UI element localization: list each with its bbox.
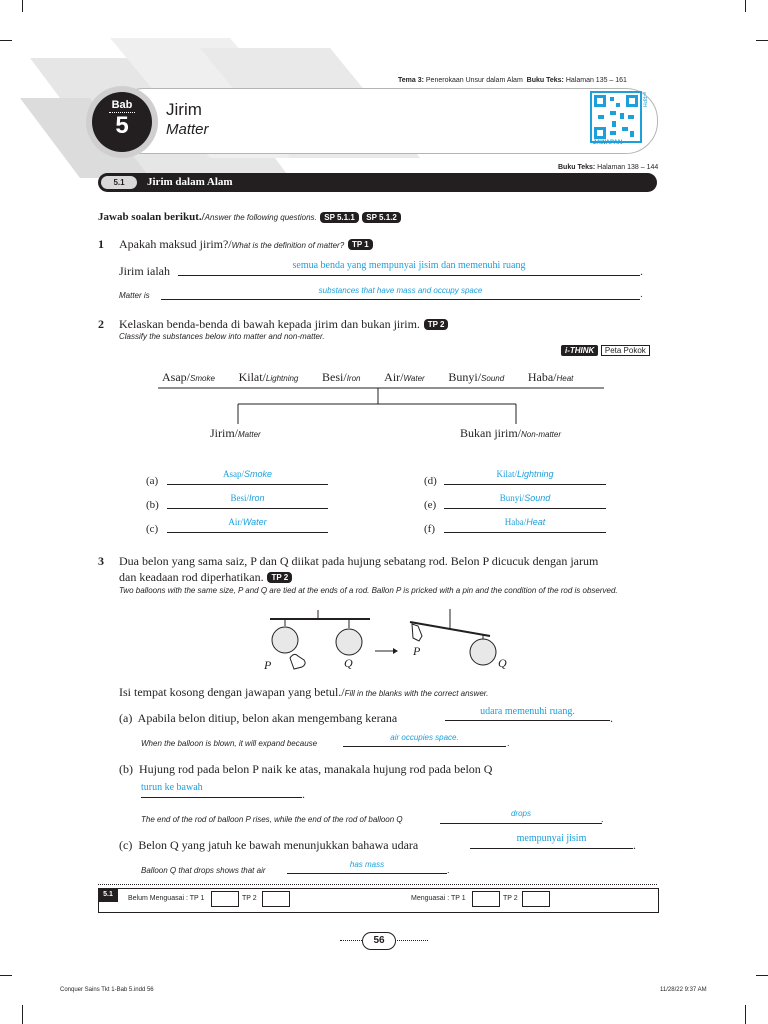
answer-label: (e) bbox=[424, 499, 437, 511]
tp-badge: TP 1 bbox=[348, 239, 373, 250]
crop-mark bbox=[0, 975, 12, 976]
section-number: 5.1 bbox=[113, 178, 125, 187]
file-info: Conquer Sains Tkt 1-Bab 5.indd 56 bbox=[60, 987, 154, 993]
q1-prefix-en: Matter is bbox=[119, 291, 150, 300]
menguasai-label: Menguasai : TP 1 bbox=[411, 895, 466, 902]
q3c-answer-en[interactable]: has mass bbox=[349, 860, 385, 869]
q3-number: 3 bbox=[98, 554, 104, 568]
q3a-answer-en[interactable]: air occupies space. bbox=[390, 733, 459, 742]
page-number: 56 bbox=[362, 932, 396, 950]
tree-item: Asap/Smoke bbox=[162, 370, 215, 384]
bab-number: 5 bbox=[115, 112, 129, 139]
matter-heading: Jirim/Matter bbox=[210, 426, 261, 440]
answer-label: (d) bbox=[424, 475, 437, 487]
menguasai-tp1-checkbox[interactable] bbox=[472, 891, 500, 907]
answer-label: (f) bbox=[424, 523, 435, 535]
section-title: Jirim dalam Alam bbox=[147, 176, 233, 188]
tp-badge: TP 2 bbox=[424, 319, 449, 330]
answer-nonmatter[interactable]: Kilat/Lightning bbox=[496, 469, 554, 479]
belum-tp1-checkbox[interactable] bbox=[211, 891, 239, 907]
q3a-answer-bm[interactable]: udara memenuhi ruang. bbox=[480, 706, 575, 717]
belum-tp2-label: TP 2 bbox=[242, 895, 257, 902]
chapter-title: Jirim bbox=[166, 100, 202, 119]
q2-number: 2 bbox=[98, 317, 104, 331]
q3b-answer-bm[interactable]: turun ke bawah bbox=[141, 782, 203, 793]
q3c-answer-bm[interactable]: mempunyai jisim bbox=[516, 833, 587, 844]
q1-answer-bm[interactable]: semua benda yang mempunyai jisim dan memenuhi ruang bbox=[292, 260, 526, 271]
sp-badge: SP 5.1.2 bbox=[362, 212, 401, 223]
q3b-en: The end of the rod of balloon P rises, while the end of the rod of balloon Q bbox=[141, 815, 403, 824]
nonmatter-heading: Bukan jirim/Non-matter bbox=[460, 426, 562, 440]
balloon-diagram bbox=[260, 606, 510, 676]
answer-matter[interactable]: Air/Water bbox=[228, 517, 267, 527]
balloon-q-label: Q bbox=[498, 656, 507, 670]
mastery-section-tag: 5.1 bbox=[98, 888, 118, 902]
tree-item: Bunyi/Sound bbox=[448, 370, 505, 384]
ithink-map-type: Peta Pokok bbox=[601, 345, 650, 356]
bab-label: Bab bbox=[111, 99, 133, 111]
q3a-en: When the balloon is blown, it will expand because bbox=[141, 739, 318, 748]
q3-question-line1: Dua belon yang sama saiz, P dan Q diikat pada hujung sebatang rod. Belon P dicucuk dengan jarum bbox=[119, 554, 599, 568]
qr-side-text: e-RPH bbox=[641, 92, 647, 108]
q1-question: Apakah maksud jirim?/What is the definition of matter? TP 1 bbox=[119, 237, 373, 252]
ithink-logo: i-THINK bbox=[561, 345, 598, 356]
answer-label: (a) bbox=[146, 475, 159, 487]
q2-question: Kelaskan benda-benda di bawah kepada jirim dan bukan jirim. TP 2 bbox=[119, 317, 448, 332]
qr-caption: JAWAPAN bbox=[593, 140, 623, 146]
answer-label: (b) bbox=[146, 499, 159, 511]
tree-item: Haba/Heat bbox=[527, 370, 574, 384]
q3a: (a) Apabila belon ditiup, belon akan mengembang kerana bbox=[119, 711, 398, 725]
chapter-title-en: Matter bbox=[166, 121, 209, 138]
q1-number: 1 bbox=[98, 237, 104, 251]
q1-prefix-bm: Jirim ialah bbox=[119, 264, 170, 278]
q3-fill-instruction: Isi tempat kosong dengan jawapan yang betul./Fill in the blanks with the correct answer. bbox=[119, 685, 489, 699]
q3b-answer-en[interactable]: drops bbox=[510, 809, 531, 818]
belum-label: Belum Menguasai : TP 1 bbox=[128, 895, 205, 902]
q2-question-en: Classify the substances below into matter and non-matter. bbox=[119, 332, 325, 341]
answer-label: (c) bbox=[146, 523, 159, 535]
theme-line: Tema 3: Penerokaan Unsur dalam Alam Buku Teks: Halaman 135 – 161 bbox=[398, 77, 627, 84]
menguasai-tp2-checkbox[interactable] bbox=[522, 891, 550, 907]
date-info: 11/28/22 9:37 AM bbox=[660, 987, 707, 993]
belum-tp2-checkbox[interactable] bbox=[262, 891, 290, 907]
balloon-q-label: Q bbox=[344, 656, 353, 670]
q3-question-en: Two balloons with the same size, P and Q are tied at the ends of a rod. Ballon P is pricked with a pin and the condition of the rod is observed. bbox=[119, 586, 618, 595]
menguasai-tp2-label: TP 2 bbox=[503, 895, 518, 902]
q3b: (b) Hujung rod pada belon P naik ke atas, manakala hujung rod pada belon Q bbox=[119, 762, 493, 776]
answer-nonmatter[interactable]: Bunyi/Sound bbox=[499, 493, 551, 503]
crop-mark bbox=[745, 1005, 746, 1024]
tree-item: Kilat/Lightning bbox=[238, 370, 299, 384]
answer-matter[interactable]: Asap/Smoke bbox=[222, 469, 272, 479]
crop-mark bbox=[756, 975, 768, 976]
tp-badge: TP 2 bbox=[267, 572, 292, 583]
q3c-en: Balloon Q that drops shows that air bbox=[141, 866, 266, 875]
tree-item: Besi/Iron bbox=[322, 370, 361, 384]
crop-mark bbox=[22, 1005, 23, 1024]
balloon-p-label: P bbox=[264, 658, 272, 672]
answer-matter[interactable]: Besi/Iron bbox=[230, 493, 265, 503]
balloon-p-label: P bbox=[413, 644, 421, 658]
q3-question-line2: dan keadaan rod diperhatikan. TP 2 bbox=[119, 570, 292, 585]
answer-nonmatter[interactable]: Haba/Heat bbox=[504, 517, 546, 527]
instructions: Jawab soalan berikut./Answer the following questions. SP 5.1.1 SP 5.1.2 bbox=[98, 210, 401, 223]
sp-badge: SP 5.1.1 bbox=[320, 212, 359, 223]
section-textbook-ref: Buku Teks: Halaman 138 – 144 bbox=[558, 164, 659, 171]
tree-item: Air/Water bbox=[384, 370, 425, 384]
q1-answer-en[interactable]: substances that have mass and occupy space bbox=[318, 286, 483, 295]
tree-lines bbox=[0, 0, 768, 440]
q3c: (c) Belon Q yang jatuh ke bawah menunjukkan bahawa udara bbox=[119, 838, 419, 852]
